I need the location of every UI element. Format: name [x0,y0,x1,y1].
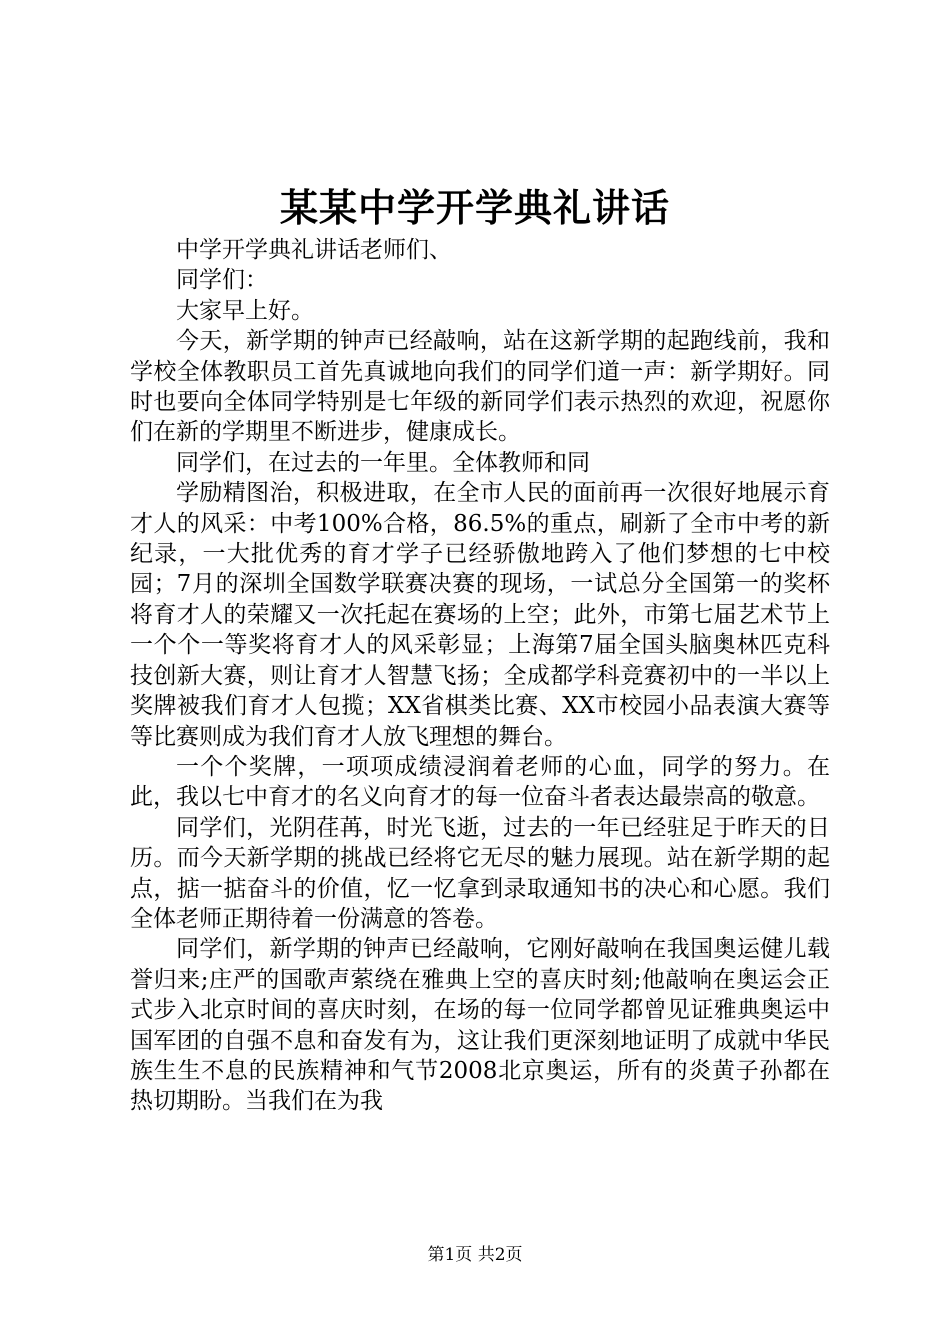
paragraph: 同学们，在过去的一年里。全体教师和同 [176,449,590,476]
paragraph: 中学开学典礼讲话老师们、 [176,237,452,263]
paragraph: 同学们： [176,267,268,294]
paragraph: 大家早上好。 [176,297,314,324]
paragraph: 今天，新学期的钟声已经敲响，站在这新学期的起跑线前，我和学校全体教职员工首先真诚地向我们的同学们道一声：新学期好。同时也要向全体同学特别是七年级的新同学们表示热烈的欢迎，祝愿你们在新的学期里不断进步，健康成长。 [130,328,830,446]
paragraph: 一个个奖牌，一项项成绩浸润着老师的心血，同学的努力。在此，我以七中育才的名义向育才的每一位奋斗者表达最崇高的敬意。 [130,753,830,811]
paragraph: 学励精图治，积极进取，在全市人民的面前再一次很好地展示育才人的风采：中考100%合格，86.5%的重点，刷新了全市中考的新纪录，一大批优秀的育才学子已经骄傲地跨入了他们梦想的七中校园；7月的深圳全国数学联赛决赛的现场，一试总分全国第一的奖杯将育才人的荣耀又一次托起在赛场的上空；此外，市第七届艺术节上一个个一等奖将育才人的风采彰显；上海第7届全国头脑奥林匹克科技创新大赛，则让育才人智慧飞扬；全成都学科竞赛初中的一半以上奖牌被我们育才人包揽；XX省棋类比赛、XX市校园小品表演大赛等等比赛则成为我们育才人放飞理想的舞台。 [130,480,830,750]
paragraph: 同学们，光阴荏苒，时光飞逝，过去的一年已经驻足于昨天的日历。而今天新学期的挑战已经将它无尽的魅力展现。站在新学期的起点，掂一掂奋斗的价值，忆一忆拿到录取通知书的决心和心愿。我们全体老师正期待着一份满意的答卷。 [130,814,830,932]
page-number-footer: 第1页 共2页 [427,1245,523,1265]
paragraph: 同学们，新学期的钟声已经敲响，它刚好敲响在我国奥运健儿载誉归来;庄严的国歌声萦绕在雅典上空的喜庆时刻;他敲响在奥运会正式步入北京时间的喜庆时刻，在场的每一位同学都曾见证雅典奥运中国军团的自强不息和奋发有为，这让我们更深刻地证明了成就中华民族生生不息的民族精神和气节2008北京奥运，所有的炎黄子孙都在热切期盼。当我们在为我 [130,936,830,1115]
document-body [130,235,830,1117]
document-title: 某某中学开学典礼讲话 [279,185,670,230]
